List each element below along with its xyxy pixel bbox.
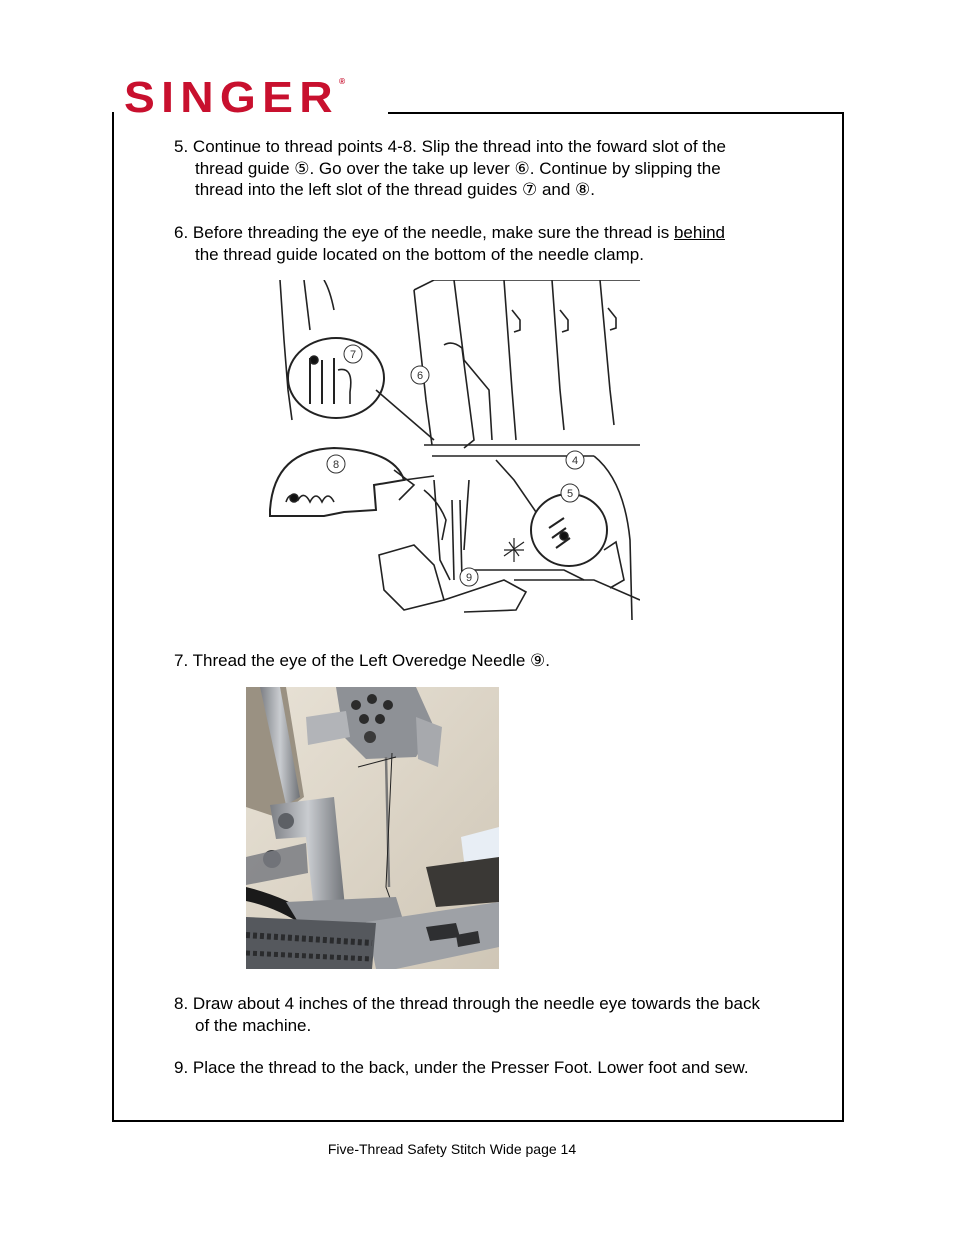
- emphasis-behind: behind: [673, 223, 726, 242]
- step-number: 7.: [174, 651, 189, 670]
- needle-photo: [246, 687, 499, 969]
- step-text: of the machine.: [195, 1015, 312, 1035]
- step-9: [174, 1057, 824, 1079]
- step-text: thread guide ⑤. Go over the take up lever ⑥. Continue by slipping the: [195, 158, 721, 178]
- step-number: 6.: [174, 223, 189, 242]
- step-text: Continue to thread points 4-8. Slip the thread into the foward slot of the: [192, 137, 726, 156]
- step-text: thread into the left slot of the thread guides ⑦ and ⑧.: [195, 180, 596, 199]
- threading-diagram: [264, 280, 640, 632]
- step-number: 5.: [174, 137, 189, 156]
- registered-mark: ®: [338, 77, 346, 86]
- callout-5: 5: [566, 488, 574, 500]
- step-text: the thread guide located on the bottom of the needle clamp.: [195, 244, 644, 264]
- callout-6: 6: [416, 370, 424, 382]
- step-6: [174, 222, 824, 265]
- frame-top-rule: [388, 112, 842, 114]
- callout-7: 7: [349, 349, 357, 361]
- step-text: Thread the eye of the Left Overedge Needle ⑨.: [192, 651, 550, 670]
- logo-text: SINGER: [124, 73, 339, 122]
- step-text: Draw about 4 inches of the thread through the needle eye towards the back: [192, 994, 760, 1013]
- callout-9: 9: [465, 572, 473, 584]
- step-number: 9.: [174, 1058, 189, 1077]
- step-number: 8.: [174, 994, 189, 1013]
- step-5: [174, 136, 824, 201]
- step-7: [174, 650, 824, 672]
- callout-4: 4: [571, 455, 579, 467]
- step-8: [174, 993, 824, 1036]
- step-text: Place the thread to the back, under the Presser Foot. Lower foot and sew.: [192, 1058, 749, 1077]
- step-text: Before threading the eye of the needle, make sure the thread is: [192, 223, 674, 242]
- page-footer: Five-Thread Safety Stitch Wide page 14: [327, 1141, 577, 1157]
- callout-8: 8: [332, 459, 340, 471]
